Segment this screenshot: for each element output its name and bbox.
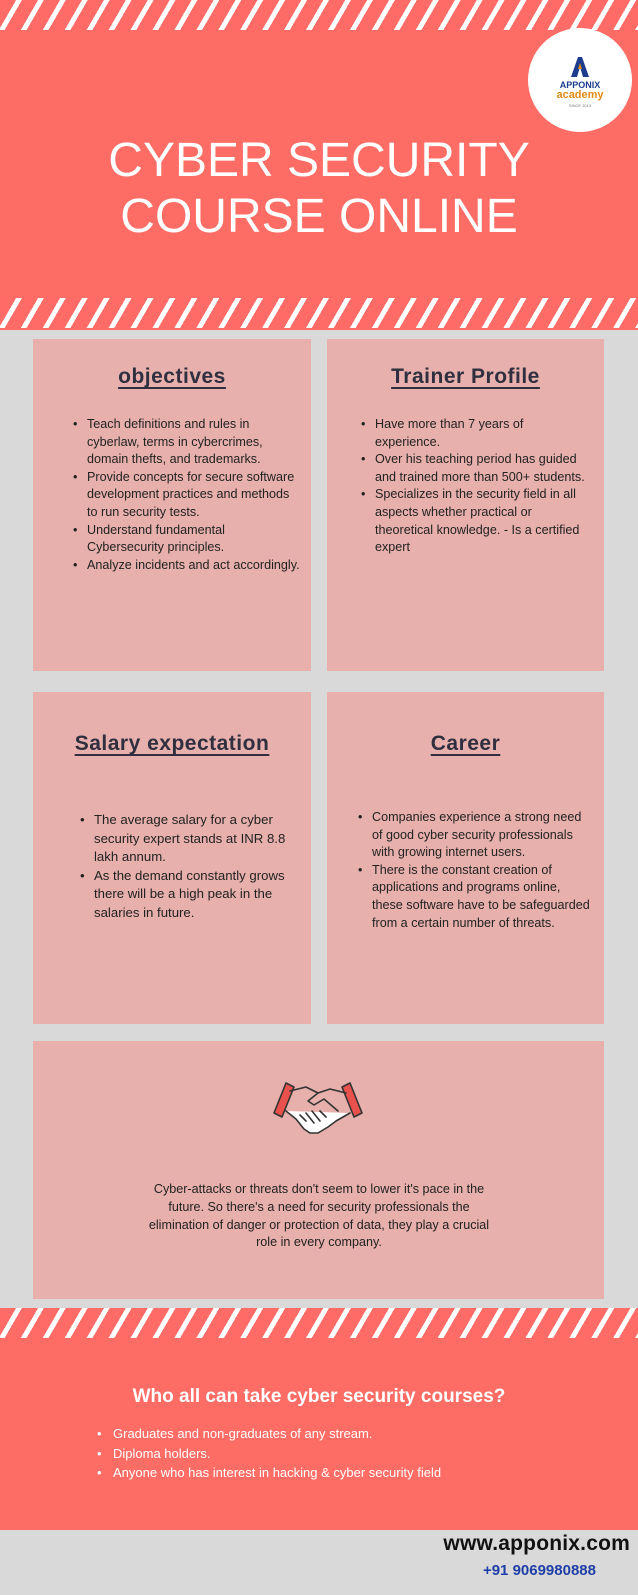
website-link[interactable]: www.apponix.com	[443, 1532, 630, 1555]
logo-sub-text: academy	[556, 89, 604, 101]
trainer-profile-card	[327, 339, 604, 671]
logo-since-text: SINCE 2013	[568, 103, 592, 108]
header-bottom-stripe-border	[0, 298, 638, 328]
salary-expectation-item: • The average salary for a cyber security expert stands at INR 8.8 lakh annum.	[80, 811, 302, 867]
salary-expectation-list	[80, 811, 302, 922]
summary-text: Cyber-attacks or threats don't seem to lower it's pace in the future. So there's a need for security professionals the elimination of danger or protection of data, they play a crucial role in every company.	[148, 1182, 490, 1250]
objectives-heading: objectives	[118, 365, 226, 388]
audience-section	[0, 1308, 638, 1530]
career-card	[327, 692, 604, 1024]
audience-item: • Diploma holders.	[97, 1444, 441, 1464]
trainer-profile-item: • Have more than 7 years of experience.	[361, 416, 591, 451]
logo-mark-icon	[568, 55, 592, 79]
summary-card	[33, 1041, 604, 1299]
top-stripe-border	[0, 0, 638, 30]
audience-item: • Graduates and non-graduates of any stream.	[97, 1424, 441, 1444]
salary-expectation-item: • As the demand constantly grows there will be a high peak in the salaries in future.	[80, 867, 302, 923]
trainer-profile-item: • Specializes in the security field in all aspects whether practical or theoretical knowledge. - Is a certified expert	[361, 486, 591, 556]
trainer-profile-list	[361, 416, 591, 557]
objectives-card	[33, 339, 311, 671]
logo-brand-text: APPONIX	[559, 80, 601, 90]
objectives-list	[73, 416, 301, 574]
audience-item: • Anyone who has interest in hacking & cyber security field	[97, 1463, 441, 1483]
objectives-item: • Analyze incidents and act accordingly.	[73, 557, 301, 575]
trainer-profile-heading: Trainer Profile	[391, 365, 540, 388]
objectives-item: • Understand fundamental Cybersecurity principles.	[73, 522, 301, 557]
page-title	[0, 133, 638, 245]
handshake-icon	[272, 1081, 364, 1137]
career-item: • There is the constant creation of applications and programs online, these software have to be safeguarded from a certain number of threats.	[358, 862, 594, 932]
page-title-line-1: CYBER SECURITY	[108, 134, 530, 187]
phone-number-link[interactable]: +91 9069980888	[482, 1562, 596, 1579]
page-title-line-2: COURSE ONLINE	[120, 190, 518, 243]
salary-expectation-card	[33, 692, 311, 1024]
career-list	[358, 809, 594, 932]
bottom-stripe-border	[0, 1308, 638, 1338]
audience-heading: Who all can take cyber security courses?	[132, 1386, 506, 1407]
salary-expectation-heading: Salary expectation	[74, 732, 270, 755]
trainer-profile-item: • Over his teaching period has guided and trained more than 500+ students.	[361, 451, 591, 486]
audience-list	[97, 1424, 441, 1483]
apponix-logo[interactable]	[528, 28, 632, 132]
objectives-item: • Teach definitions and rules in cyberlaw, terms in cybercrimes, domain thefts, and trademarks.	[73, 416, 301, 469]
career-item: • Companies experience a strong need of good cyber security professionals with growing internet users.	[358, 809, 594, 862]
objectives-item: • Provide concepts for secure software development practices and methods to run security tests.	[73, 469, 301, 522]
career-heading: Career	[430, 732, 501, 755]
